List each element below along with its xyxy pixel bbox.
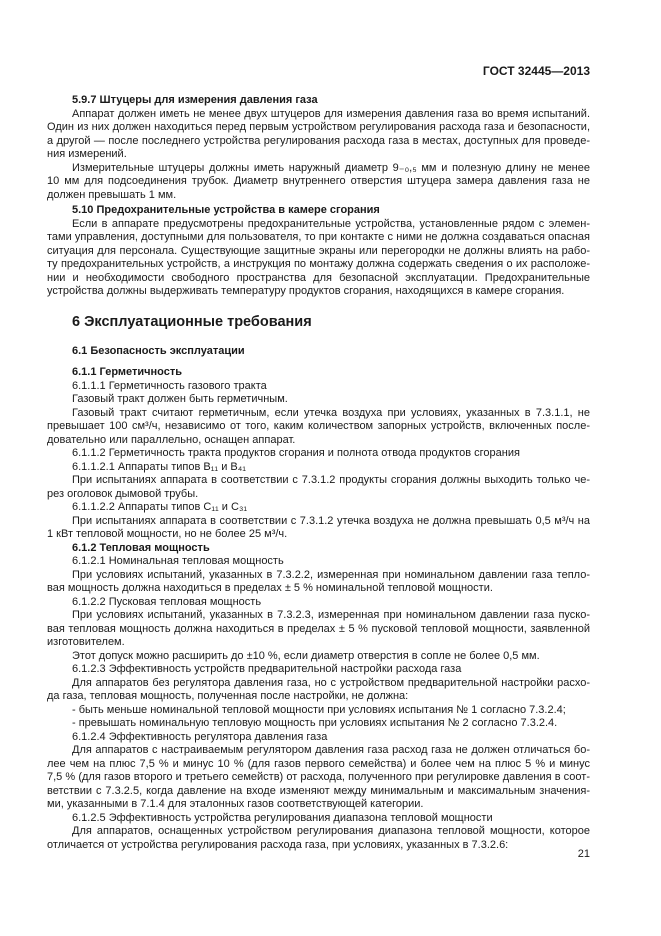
paragraph [47,461,590,475]
text-line: вая тепловая мощность должна находиться в пределах ± 5 % пусковой тепловой мощности, заявленной [47,622,590,635]
paragraph [47,663,590,677]
text-line: нии и необходимости свободного пространства для безопасной эксплуатации. Предохранительные [47,271,590,284]
subsection-heading: 6.1 Безопасность эксплуатации [72,344,245,357]
paragraph [47,650,590,664]
document-header: ГОСТ 32445—2013 [482,64,590,78]
text-line: ситуация для персонала. Существующие защитные экраны или перегородки не должны влиять на рабо- [47,244,590,257]
text-line: довательно или параллельно, оснащен аппарат. [47,433,296,446]
paragraph [47,218,590,299]
text-line: 10 мм для подсоединения трубок. Диаметр внутреннего отверстия штуцера замера давления газа не [47,175,590,187]
paragraph [47,407,590,448]
paragraph [47,515,590,542]
paragraph [47,447,590,461]
text-line: - превышать номинальную тепловую мощность при условиях испытания № 2 согласно 7.3.2.4. [72,717,558,729]
text-line: Аппарат должен иметь не менее двух штуцеров для измерения давления газа во время испытаний. [72,107,590,120]
text-line: При испытаниях аппарата в соответствии с 7.3.1.2 продукты сгорания должны выходить только че- [72,474,590,486]
text-line: 7,5 % (для газов второго и третьего семейств) от расхода, полученного при регулировке давления в соот- [47,771,590,783]
text-line: 1 кВт тепловой мощности, но не более 25 м³/ч. [47,528,288,540]
document-body [47,94,590,852]
text-line: Для аппаратов без регулятора давления газа, но с устройством предварительной настройки расхо- [72,676,590,689]
paragraph [47,501,590,515]
text-line: устройства должны выдерживать температуру продуктов сгорания, находящихся в камере сгорания. [47,285,565,297]
text-line: превышает 100 см³/ч, независимо от того, каким количеством запорных устройств, включенных после- [47,420,590,432]
text-line: 6.1.2.1 Номинальная тепловая мощность [72,555,284,567]
paragraph [47,474,590,501]
text-line: 6.1.1.2 Герметичность тракта продуктов сгорания и полнота отвода продуктов сгорания [72,447,520,459]
text-line: Один из них должен находиться перед первым устройством регулирования расхода газа и безопасности, [47,121,590,133]
text-line: ми, указанными в 7.1.4 для эталонных газов соответствующей категории. [47,798,424,810]
paragraph [47,731,590,745]
text-line: ния измерений. [47,148,127,160]
text-line: При условиях испытаний, указанных в 7.3.2.3, измеренная при номинальном давлении газа пуско- [72,609,590,621]
paragraph [47,555,590,569]
text-line: изготовителем. [47,636,125,648]
paragraph [47,108,590,162]
text-line: Газовый тракт считают герметичным, если утечка воздуха при условиях, указанных в 7.3.1.1, не [72,406,590,419]
text-line: Если в аппарате предусмотрены предохранительные устройства, установленные рядом с элемен- [72,217,590,230]
text-line: 6.1.1.2.2 Аппараты типов C₁₁ и C₃₁ [72,501,248,513]
text-line: При испытаниях аппарата в соответствии с 7.3.1.2 утечка воздуха не должна превышать 0,5 м³/ч на [72,514,590,527]
paragraph [47,717,590,731]
text-line: 6.1.2.4 Эффективность регулятора давления газа [72,730,328,743]
text-line: Для аппаратов с настраиваемым регулятором давления газа расход газа не должен отличаться бо- [72,744,590,756]
text-line: вая мощность должна находиться в пределах ± 5 % номинальной тепловой мощности. [47,582,493,594]
text-line: лее чем на плюс 7,5 % и минус 10 % (для газов первого семейства) и более чем на плюс 5 % и минус [47,757,590,770]
text-line: 6.1.1.1 Герметичность газового тракта [72,379,267,392]
text-line: а другой — после последнего устройства регулирования расхода газа в местах, доступных для проведе- [47,134,590,147]
text-line: - быть меньше номинальной тепловой мощности при условиях испытания № 1 согласно 7.3.2.4; [72,703,566,716]
text-line: да газа, тепловая мощность, полученная после настройки, не должна: [47,690,409,702]
paragraph [47,380,590,394]
paragraph [47,825,590,852]
paragraph [47,609,590,650]
text-line: Для аппаратов, оснащенных устройством регулирования диапазона тепловой мощности, которое [72,825,590,837]
paragraph [47,704,590,718]
subsection-heading: 5.10 Предохранительные устройства в камере сгорания [72,204,380,216]
text-line: отличается от устройства регулирования расхода газа, при условиях, указанных в 7.3.2.6: [47,838,509,851]
text-line: Газовый тракт должен быть герметичным. [72,393,288,405]
subsection-heading: 6.1.2 Тепловая мощность [72,541,210,554]
text-line: Этот допуск можно расширить до ±10 %, если диаметр отверстия в сопле не более 0,5 мм. [72,649,540,662]
text-line: 6.1.2.2 Пусковая тепловая мощность [72,595,262,608]
text-line: ветствии с 7.3.2.5, когда давление на входе изменяют между минимальным и максимальным значения- [47,784,590,797]
text-line: должен превышать 1 мм. [47,188,177,201]
paragraph [47,393,590,407]
paragraph [47,812,590,826]
text-line: 6.1.2.5 Эффективность устройства регулирования диапазона тепловой мощности [72,811,493,824]
text-line: тами управления, доступными для пользователя, то при контакте с ними не должна создаваться опасная [47,231,590,243]
paragraph [47,569,590,596]
paragraph [47,677,590,704]
text-line: При условиях испытаний, указанных в 7.3.2.2, измеренная при номинальном давлении газа тепло- [72,568,590,581]
text-line: Измерительные штуцеры должны иметь наружный диаметр 9₋₀,₅ мм и полезную длину не менее [72,161,590,174]
page-number: 21 [577,848,590,860]
paragraph [47,162,590,203]
text-line: рез оголовок дымовой трубы. [47,487,199,500]
text-line: 6.1.2.3 Эффективность устройств предварительной настройки расхода газа [72,663,462,675]
subsection-heading: 6.1.1 Герметичность [72,366,183,378]
text-line: 6.1.1.2.1 Аппараты типов B₁₁ и B₄₁ [72,460,246,473]
subsection-heading: 5.9.7 Штуцеры для измерения давления газа [72,94,318,106]
text-line: ту предохранительных устройств, а инструкция по монтажу должна содержать сведения о их расположе- [47,258,590,270]
paragraph [47,596,590,610]
paragraph [47,744,590,812]
section-heading: 6 Эксплуатационные требования [72,313,312,330]
